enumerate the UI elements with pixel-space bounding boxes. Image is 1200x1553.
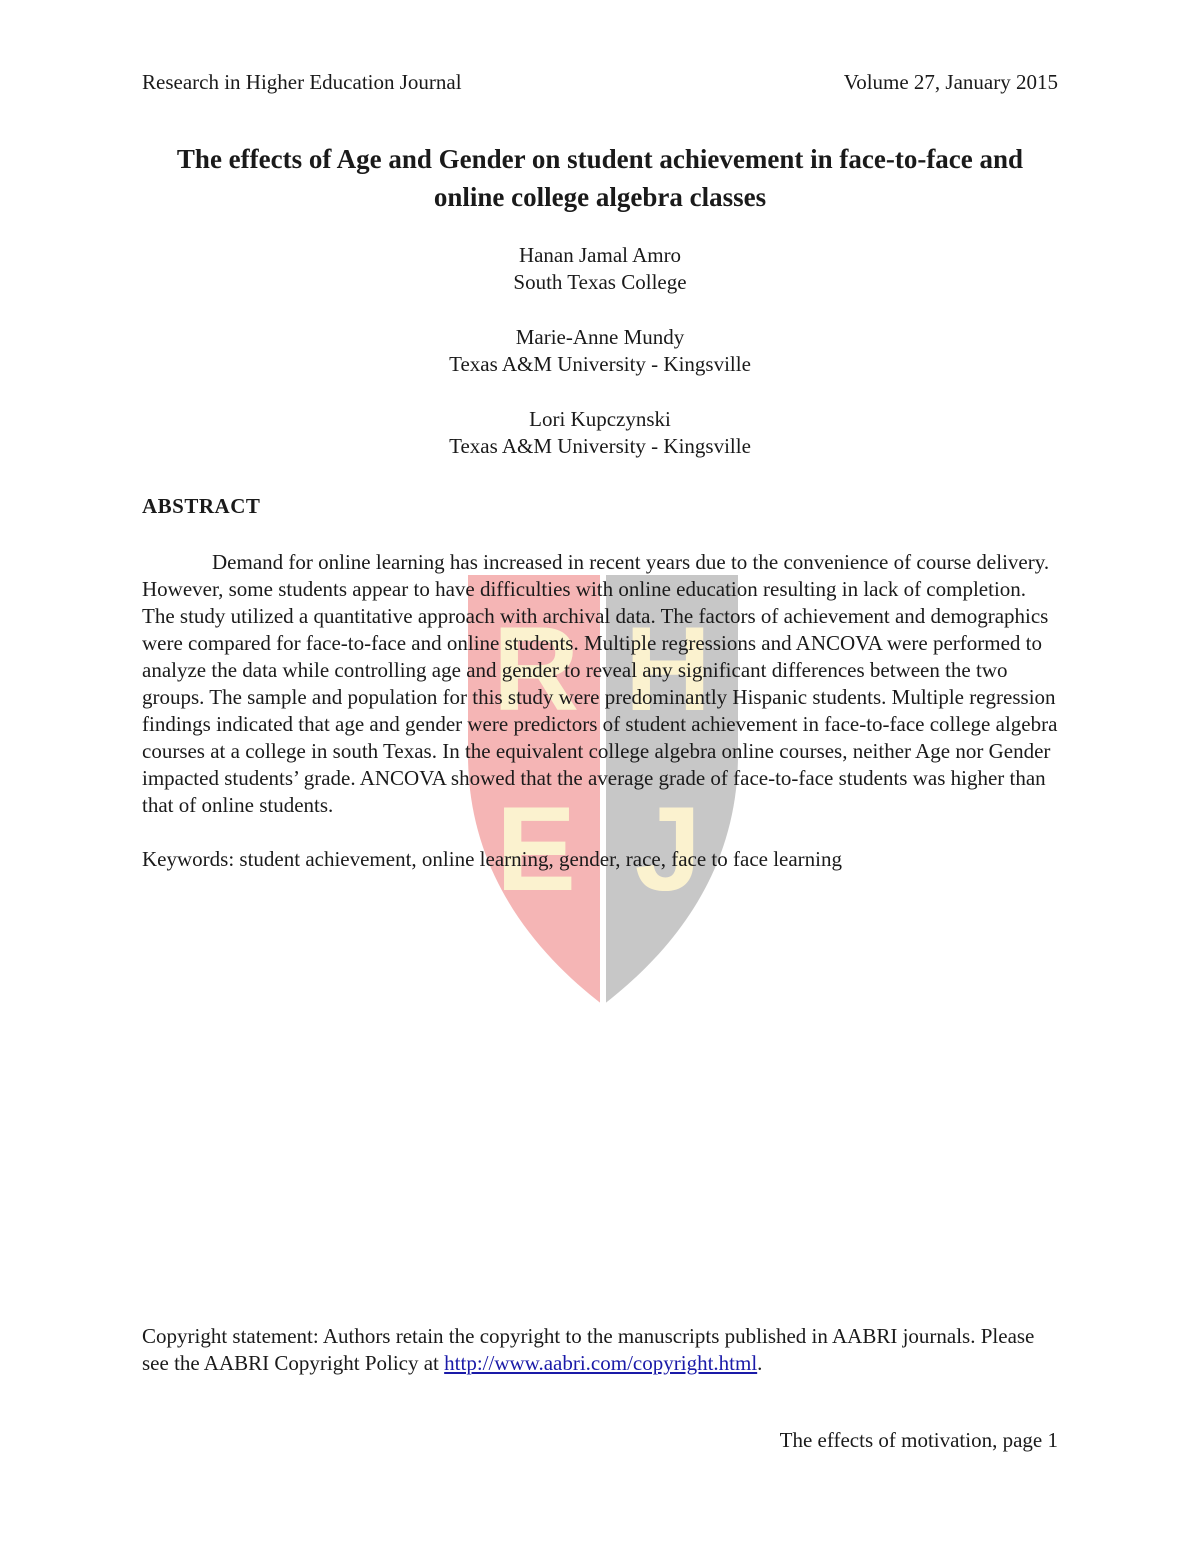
main-content (142, 140, 1058, 873)
watermark-letter: R (492, 602, 580, 736)
watermark-letter: H (624, 602, 712, 736)
author-name: Marie-Anne Mundy (515, 325, 685, 349)
author-block (142, 406, 1058, 460)
copyright-suffix: . (757, 1351, 763, 1375)
author-name: Lori Kupczynski (529, 407, 671, 431)
running-head (142, 70, 1058, 95)
author-affiliation: Texas A&M University - Kingsville (449, 352, 751, 376)
journal-name: Research in Higher Education Journal (142, 70, 462, 94)
watermark-letter: E (495, 782, 577, 916)
copyright-statement (142, 1323, 1058, 1377)
author-name: Hanan Jamal Amro (518, 243, 682, 267)
abstract-heading: ABSTRACT (142, 494, 261, 518)
author-block (142, 242, 1058, 296)
abstract-body: Demand for online learning has increased in recent years due to the convenience of course delivery. However, some students appear to have difficulties with online education resulting in lack of completion. The study utilized a quantitative approach with archival data. The factors of achievement and demographics were compared for face-to-face and online students. Multiple regressions and ANCOVA were performed to analyze the data while controlling age and gender to reveal any significant differences between the two groups. The sample and population for this study were predominantly Hispanic students. Multiple regression findings indicated that age and gender were predictors of student achievement in face-to-face college algebra courses at a college in south Texas. In the equivalent college algebra online courses, neither Age nor Gender impacted students’ grade. ANCOVA showed that the average grade of face-to-face students was higher than that of online students. (142, 550, 1058, 817)
paper-title: The effects of Age and Gender on student achievement in face-to-face and online college algebra classes (176, 144, 1024, 212)
author-affiliation: South Texas College (513, 270, 687, 294)
page-footer: The effects of motivation, page 1 (779, 1428, 1058, 1452)
copyright-text: Copyright statement: Authors retain the copyright to the manuscripts published in AABRI journals. Please see the AABRI Copyright Policy at (142, 1324, 1035, 1375)
watermark-letter: J (634, 782, 702, 916)
author-block (142, 324, 1058, 378)
keywords: Keywords: student achievement, online learning, gender, race, face to face learning (142, 847, 843, 871)
copyright-policy-link[interactable]: http://www.aabri.com/copyright.html (444, 1351, 758, 1375)
volume-info: Volume 27, January 2015 (843, 70, 1058, 94)
author-affiliation: Texas A&M University - Kingsville (449, 434, 751, 458)
